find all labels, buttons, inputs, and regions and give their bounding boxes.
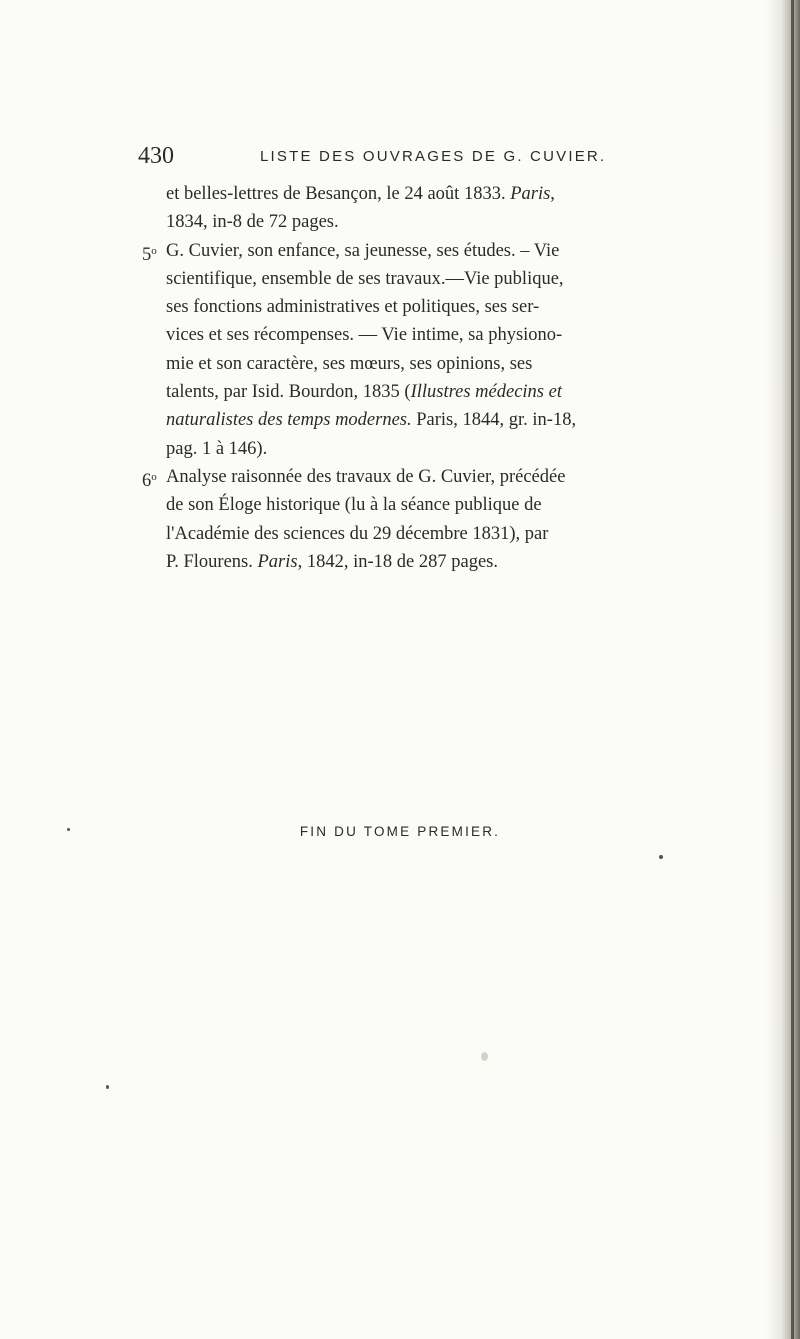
entry-number: 6$^o$ xyxy=(142,470,157,491)
text-line xyxy=(166,435,766,463)
bibliography-entry xyxy=(142,463,766,576)
text-segment: talents, par Isid. Bourdon, 1835 ( xyxy=(166,382,411,403)
text-segment: et belles-lettres de Besançon, le 24 août 1833. xyxy=(166,184,511,204)
entry-number: 5$^o$ xyxy=(142,244,157,265)
ink-speck xyxy=(481,1052,488,1061)
text-segment: de son Éloge historique (lu à la séance publique de xyxy=(166,495,542,516)
text-line xyxy=(166,378,766,406)
bibliography-entries xyxy=(142,180,766,576)
text-line xyxy=(166,293,766,321)
text-segment: Paris, 1844, gr. in-18, xyxy=(411,410,577,431)
ink-speck xyxy=(67,828,70,831)
text-segment: scientifique, ensemble de ses travaux.—Vie publique, xyxy=(166,268,564,289)
page-edge-line xyxy=(791,0,794,1339)
running-head xyxy=(138,143,678,173)
bibliography-entry xyxy=(142,237,766,463)
text-segment: G. Cuvier, son enfance, sa jeunesse, ses études. – Vie xyxy=(166,240,560,261)
italic-text: Paris xyxy=(510,184,551,204)
text-line xyxy=(166,237,766,265)
text-line xyxy=(166,520,766,548)
text-segment: pag. 1 à 146). xyxy=(166,438,268,459)
italic-text: naturalistes des temps modernes. xyxy=(166,410,412,431)
text-line xyxy=(166,406,766,434)
text-line xyxy=(166,321,766,349)
text-segment: 1834, in-8 de 72 pages. xyxy=(166,212,339,233)
bibliography-entry xyxy=(166,180,766,237)
italic-text: Illustres médecins et xyxy=(410,382,562,403)
running-title: LISTE DES OUVRAGES DE G. CUVIER. xyxy=(260,148,607,165)
italic-text: Paris xyxy=(257,551,298,572)
text-segment: P. Flourens. xyxy=(166,551,258,572)
text-segment: mie et son caractère, ses mœurs, ses opinions, ses xyxy=(166,353,533,374)
page-number: 430 xyxy=(138,143,174,169)
text-line xyxy=(166,463,766,491)
text-line xyxy=(166,180,766,208)
text-segment: Analyse raisonnée des travaux de G. Cuvier, précédée xyxy=(166,466,566,487)
ink-speck xyxy=(106,1085,109,1089)
text-line xyxy=(166,491,766,519)
text-segment: , 1842, in-18 de 287 pages. xyxy=(297,551,498,572)
text-segment: ses fonctions administratives et politiques, ses ser- xyxy=(166,297,540,318)
text-line xyxy=(166,208,766,236)
ink-speck xyxy=(659,855,663,859)
text-segment: vices et ses récompenses. — Vie intime, sa physiono- xyxy=(166,325,563,346)
text-segment: l'Académie des sciences du 29 décembre 1831), par xyxy=(166,523,549,544)
text-line xyxy=(166,548,766,576)
text-line xyxy=(166,350,766,378)
text-line xyxy=(166,265,766,293)
text-segment: , xyxy=(550,184,555,204)
colophon: FIN DU TOME PREMIER. xyxy=(299,824,501,839)
page-edge-shadow xyxy=(766,0,800,1339)
